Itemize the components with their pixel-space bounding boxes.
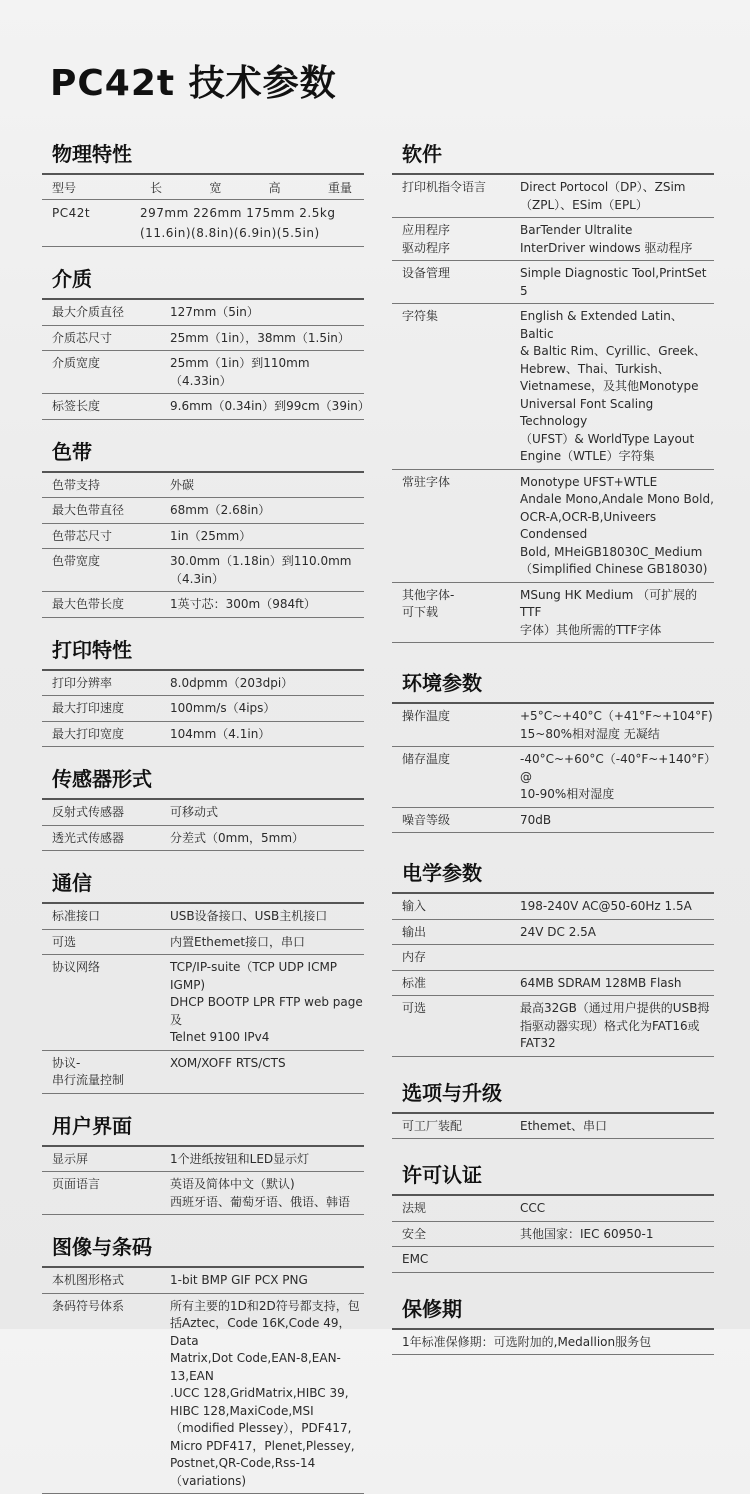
spec-value: +5°C~+40°C（+41°F~+104°F) 15~80%相对湿度 无凝结: [520, 708, 714, 743]
spec-label: 操作温度: [392, 708, 520, 743]
comm-rows: [42, 904, 364, 1094]
elec-rows: [392, 894, 714, 1057]
spec-row: [392, 1247, 714, 1273]
spec-row: [42, 826, 364, 852]
spec-label: 输入: [392, 898, 520, 916]
spec-row: [392, 971, 714, 997]
spec-row: [392, 996, 714, 1057]
spec-value: 可移动式: [170, 804, 364, 822]
page-title: PC42t 技术参数: [50, 55, 337, 106]
options-rows: [392, 1114, 714, 1140]
spec-label: 协议网络: [42, 959, 170, 1047]
section-heading-options: 选项与升级: [392, 1071, 714, 1114]
software-rows: [392, 175, 714, 643]
spec-value: 30.0mm（1.18in）到110.0mm（4.3in）: [170, 553, 364, 588]
spec-row: [42, 1051, 364, 1094]
spec-row: [42, 524, 364, 550]
media-rows: [42, 300, 364, 420]
spec-value: TCP/IP-suite（TCP UDP ICMP IGMP) DHCP BOOTP LPR FTP web page及 Telnet 9100 IPv4: [170, 959, 364, 1047]
spec-label: 最大打印宽度: [42, 726, 170, 744]
spec-value: 1英寸芯：300m（984ft）: [170, 596, 364, 614]
ui-rows: [42, 1147, 364, 1216]
spec-label: 法规: [392, 1200, 520, 1218]
spec-row: [392, 920, 714, 946]
spec-label: 色带支持: [42, 477, 170, 495]
spec-label: 打印分辨率: [42, 675, 170, 693]
spec-row: [392, 894, 714, 920]
spec-label: 透光式传感器: [42, 830, 170, 848]
spec-label: 反射式传感器: [42, 804, 170, 822]
section-heading-env: 环境参数: [392, 661, 714, 704]
spec-label: 打印机指令语言: [392, 179, 520, 214]
section-heading-comm: 通信: [42, 861, 364, 904]
spec-label: 最大色带长度: [42, 596, 170, 614]
spec-row: [42, 394, 364, 420]
spec-row: [392, 1114, 714, 1140]
spec-row: [42, 800, 364, 826]
section-heading-media: 介质: [42, 257, 364, 300]
spec-label: 标准: [392, 975, 520, 993]
section-heading-elec: 电学参数: [392, 851, 714, 894]
spec-label: 安全: [392, 1226, 520, 1244]
spec-row: [42, 1294, 364, 1494]
section-heading-warranty: 保修期: [392, 1287, 714, 1330]
spec-value: 英语及简体中文（默认) 西班牙语、葡萄牙语、俄语、韩语: [170, 1176, 364, 1211]
spec-value: 分差式（0mm，5mm）: [170, 830, 364, 848]
spec-label: 可选: [42, 934, 170, 952]
section-heading-physical: 物理特性: [42, 132, 364, 175]
spec-value: -40°C~+60°C（-40°F~+140°F）@ 10-90%相对湿度: [520, 751, 714, 804]
spec-value: MSung HK Medium （可扩展的TTF 字体）其他所需的TTF字体: [520, 587, 714, 640]
model-value: PC42t: [42, 203, 140, 243]
spec-value: XOM/XOFF RTS/CTS: [170, 1055, 364, 1090]
spec-value: [520, 949, 714, 967]
section-heading-ribbon: 色带: [42, 430, 364, 473]
spec-row: [42, 722, 364, 748]
dimension-header-row: [42, 175, 364, 200]
spec-row: [42, 1268, 364, 1294]
spec-row: [392, 304, 714, 470]
spec-row: [42, 671, 364, 697]
spec-label: 介质宽度: [42, 355, 170, 390]
spec-label: 色带宽度: [42, 553, 170, 588]
spec-value: 127mm（5in）: [170, 304, 364, 322]
spec-row: [392, 470, 714, 583]
spec-row: [392, 261, 714, 304]
spec-row: [42, 473, 364, 499]
spec-value: 64MB SDRAM 128MB Flash: [520, 975, 714, 993]
spec-value: 24V DC 2.5A: [520, 924, 714, 942]
spec-row: [392, 945, 714, 971]
spec-value: 68mm（2.68in）: [170, 502, 364, 520]
spec-row: [42, 326, 364, 352]
spec-value: CCC: [520, 1200, 714, 1218]
print-rows: [42, 671, 364, 748]
spec-row: [392, 704, 714, 747]
sensor-rows: [42, 800, 364, 851]
spec-row: [42, 592, 364, 618]
section-heading-software: 软件: [392, 132, 714, 175]
spec-label: 输出: [392, 924, 520, 942]
spec-value: 1-bit BMP GIF PCX PNG: [170, 1272, 364, 1290]
spec-label: 字符集: [392, 308, 520, 466]
spec-label: 内存: [392, 949, 520, 967]
spec-value: 25mm（1in）到110mm（4.33in）: [170, 355, 364, 390]
spec-row: [42, 300, 364, 326]
spec-label: 条码符号体系: [42, 1298, 170, 1491]
spec-value: 1个进纸按钮和LED显示灯: [170, 1151, 364, 1169]
spec-value: Simple Diagnostic Tool,PrintSet 5: [520, 265, 714, 300]
section-heading-graphics: 图像与条码: [42, 1225, 364, 1268]
left-column: [42, 132, 364, 1494]
spec-value: 198-240V AC@50-60Hz 1.5A: [520, 898, 714, 916]
env-rows: [392, 704, 714, 833]
graphics-rows: [42, 1268, 364, 1494]
height-header: 高: [269, 179, 281, 196]
spec-row: [392, 808, 714, 834]
spec-row: [392, 218, 714, 261]
spec-row: [392, 747, 714, 808]
section-heading-sensor: 传感器形式: [42, 757, 364, 800]
spec-value: 25mm（1in），38mm（1.5in）: [170, 330, 364, 348]
ribbon-rows: [42, 473, 364, 618]
spec-label: 本机图形格式: [42, 1272, 170, 1290]
spec-row: [42, 955, 364, 1051]
spec-label: 常驻字体: [392, 474, 520, 579]
spec-label: 设备管理: [392, 265, 520, 300]
spec-value: 外碳: [170, 477, 364, 495]
spec-value: 所有主要的1D和2D符号都支持，包 括Aztec，Code 16K,Code 49，Data Matrix,Dot Code,EAN-8,EAN-13,EAN .UCC 128,GridMatrix,HIBC 39, HIBC 128,MaxiCode,MSI （modified Plessey），PDF417, Micro PDF417，Plenet,Plessey, Postnet,QR-Code,Rss-14（variations): [170, 1298, 364, 1491]
spec-label: 可选: [392, 1000, 520, 1053]
section-heading-license: 许可认证: [392, 1153, 714, 1196]
spec-label: EMC: [392, 1251, 520, 1269]
spec-label: 应用程序 驱动程序: [392, 222, 520, 257]
spec-row: [392, 175, 714, 218]
spec-value: Monotype UFST+WTLE Andale Mono,Andale Mono Bold, OCR-A,OCR-B,Univeers Condensed Bold, MHeiGB18030C_Medium （Simplified Chinese GB18030): [520, 474, 714, 579]
spec-label: 标准接口: [42, 908, 170, 926]
spec-value: English & Extended Latin、Baltic & Baltic Rim、Cyrillic、Greek、 Hebrew、Thai、Turkish、 Vietnamese，及其他Monotype Universal Font Scaling Technology （UFST）& WorldType Layout Engine（WTLE）字符集: [520, 308, 714, 466]
dimension-values: 297mm 226mm 175mm 2.5kg (11.6in)(8.8in)(6.9in)(5.5in): [140, 203, 364, 243]
spec-value: 70dB: [520, 812, 714, 830]
spec-label: 显示屏: [42, 1151, 170, 1169]
dimension-value-row: [42, 200, 364, 247]
width-header: 宽: [209, 179, 221, 196]
license-rows: [392, 1196, 714, 1273]
spec-row: [42, 904, 364, 930]
spec-value: 其他国家：IEC 60950-1: [520, 1226, 714, 1244]
spec-label: 可工厂装配: [392, 1118, 520, 1136]
spec-row: [42, 549, 364, 592]
spec-value: [520, 1251, 714, 1269]
spec-label: 色带芯尺寸: [42, 528, 170, 546]
spec-label: 介质芯尺寸: [42, 330, 170, 348]
length-header: 长: [150, 179, 162, 196]
spec-label: 协议- 串行流量控制: [42, 1055, 170, 1090]
spec-value: 最高32GB（通过用户提供的USB拇 指驱动器实现）格式化为FAT16或 FAT32: [520, 1000, 714, 1053]
section-heading-print: 打印特性: [42, 628, 364, 671]
spec-value: 1in（25mm）: [170, 528, 364, 546]
spec-value: Direct Portocol（DP）、ZSim （ZPL）、ESim（EPL）: [520, 179, 714, 214]
spec-label: 标签长度: [42, 398, 170, 416]
spec-value: 100mm/s（4ips）: [170, 700, 364, 718]
warranty-text: 1年标准保修期：可选附加的,Medallion服务包: [392, 1334, 714, 1352]
spec-row: [42, 351, 364, 394]
spec-value: Ethemet、串口: [520, 1118, 714, 1136]
spec-label: 噪音等级: [392, 812, 520, 830]
spec-label: 最大色带直径: [42, 502, 170, 520]
spec-value: USB设备接口、USB主机接口: [170, 908, 364, 926]
spec-value: 8.0dpmm（203dpi）: [170, 675, 364, 693]
section-heading-ui: 用户界面: [42, 1104, 364, 1147]
spec-value: BarTender Ultralite InterDriver windows 驱动程序: [520, 222, 714, 257]
spec-value: 104mm（4.1in）: [170, 726, 364, 744]
spec-label: 最大打印速度: [42, 700, 170, 718]
spec-row: [392, 1196, 714, 1222]
spec-row: [42, 1147, 364, 1173]
spec-label: 储存温度: [392, 751, 520, 804]
spec-row: [42, 498, 364, 524]
right-column: [392, 132, 714, 1355]
spec-label: 其他字体- 可下载: [392, 587, 520, 640]
spec-row: [392, 583, 714, 644]
spec-value: 9.6mm（0.34in）到99cm（39in）: [170, 398, 364, 416]
warranty-row: [392, 1330, 714, 1356]
spec-label: 最大介质直径: [42, 304, 170, 322]
spec-row: [42, 696, 364, 722]
spec-value: 内置Ethemet接口，串口: [170, 934, 364, 952]
spec-row: [42, 930, 364, 956]
dimension-columns: [150, 179, 364, 196]
spec-label: 页面语言: [42, 1176, 170, 1211]
weight-header: 重量: [328, 179, 352, 196]
spec-row: [42, 1172, 364, 1215]
spec-row: [392, 1222, 714, 1248]
model-header: 型号: [42, 179, 150, 196]
